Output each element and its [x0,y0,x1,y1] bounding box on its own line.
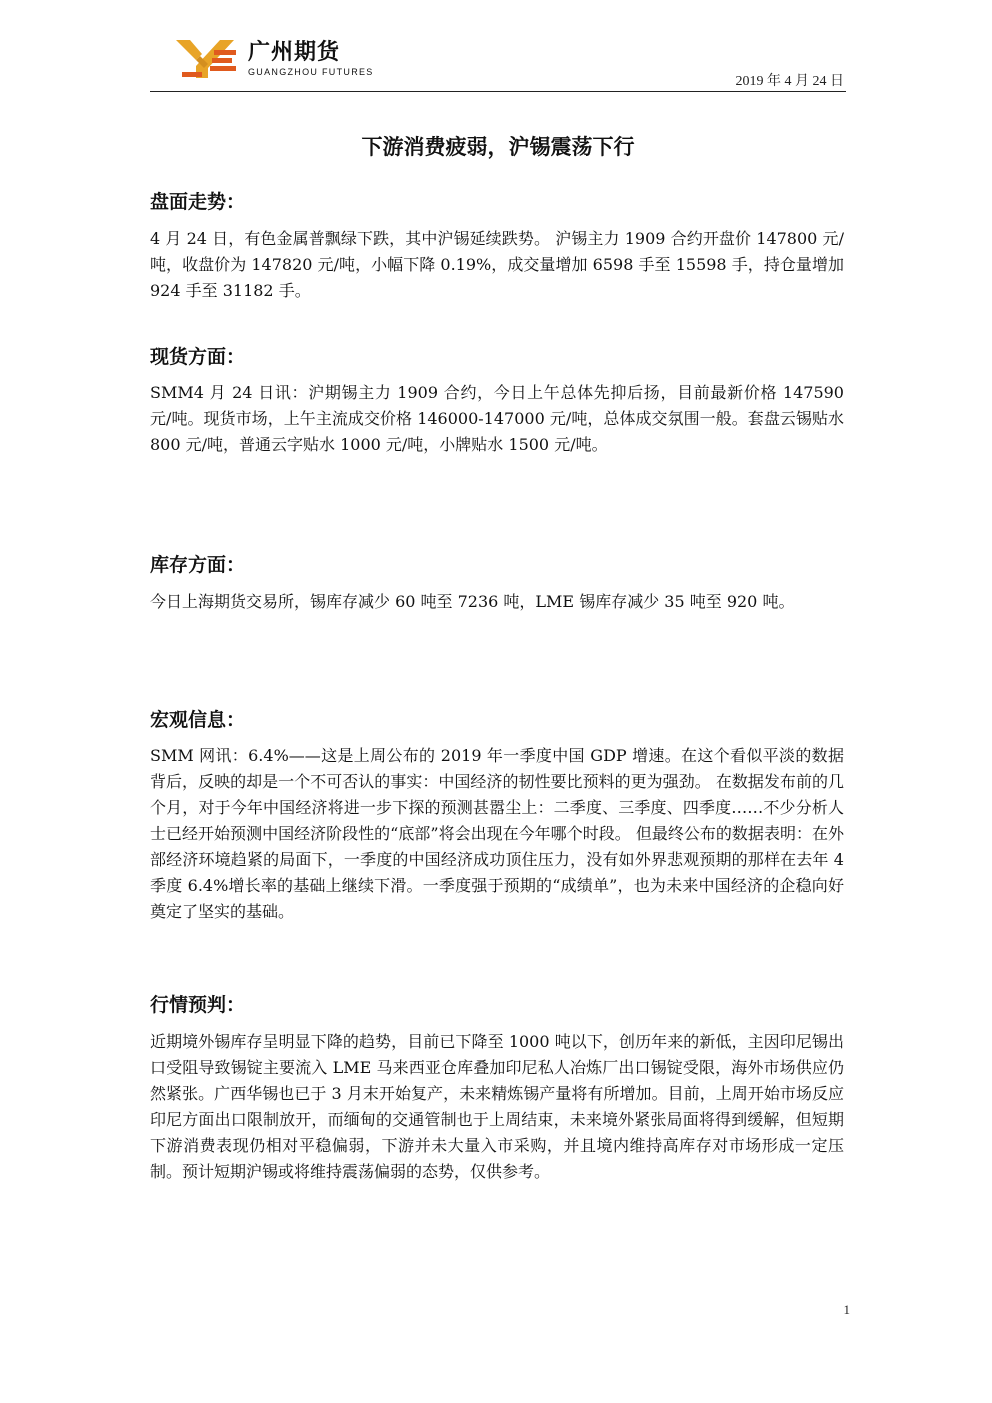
header-divider [150,91,846,92]
section-body-market-trend: 4 月 24 日，有色金属普飘绿下跌，其中沪锡延续跌势。 沪锡主力 1909 合约开盘价 147800 元/吨，收盘价为 147820 元/吨，小幅下降 0.19%，成交量增加 6598 手至 15598 手，持仓量增加 924 手至 31182 手。 [150,229,844,300]
section-body-spot: SMM4 月 24 日讯：沪期锡主力 1909 合约，今日上午总体先抑后扬，目前最新价格 147590 元/吨。现货市场，上午主流成交价格 146000-147000 元/吨，总体成交氛围一般。套盘云锡贴水 800 元/吨，普通云字贴水 1000 元/吨，小牌贴水 1500 元/吨。 [150,383,844,454]
page-number: 1 [843,1302,850,1317]
section-heading-market-trend: 盘面走势： [150,191,246,213]
section-heading-macro: 宏观信息： [150,709,246,731]
company-logo [174,38,374,80]
section-body-inventory: 今日上海期货交易所，锡库存减少 60 吨至 7236 吨，LME 锡库存减少 35 吨至 920 吨。 [150,592,795,611]
guangzhou-futures-logo-icon [174,38,238,80]
logo-chinese-text: 广州期货 [248,40,341,65]
logo-english-text: GUANGZHOU FUTURES [248,67,374,77]
section-body-outlook: 近期境外锡库存呈明显下降的趋势，目前已下降至 1000 吨以下，创历年来的新低，主因印尼锡出口受阻导致锡锭主要流入 LME 马来西亚仓库叠加印尼私人冶炼厂出口锡锭受限，海外市场供应仍然紧张。广西华锡也已于 3 月末开始复产，未来精炼锡产量将有所增加。目前，上周开始市场反应印尼方面出口限制放开，而缅甸的交通管制也于上周结束，未来境外紧张局面将得到缓解，但短期下游消费表现仍相对平稳偏弱，下游并未大量入市采购，并且境内维持高库存对市场形成一定压制。预计短期沪锡或将维持震荡偏弱的态势，仅供参考。 [150,1032,844,1181]
report-date: 2019 年 4 月 24 日 [735,74,844,89]
document-title: 下游消费疲弱，沪锡震荡下行 [361,135,635,159]
section-heading-outlook: 行情预判： [150,994,246,1016]
page-header [150,30,846,92]
section-body-macro: SMM 网讯：6.4%——这是上周公布的 2019 年一季度中国 GDP 增速。在这个看似平淡的数据背后，反映的却是一个不可否认的事实：中国经济的韧性要比预料的更为强劲。 在数据发布前的几个月，对于今年中国经济将进一步下探的预测甚嚣尘上：二季度、三季度、四季度……不少分析人士已经开始预测中国经济阶段性的“底部”将会出现在今年哪个时段。 但最终公布的数据表明：在外部经济环境趋紧的局面下，一季度的中国经济成功顶住压力，没有如外界悲观预期的那样在去年 4 季度 6.4%增长率的基础上继续下滑。一季度强于预期的“成绩单”，也为未来中国经济的企稳向好奠定了坚实的基础。 [150,746,844,921]
section-heading-spot: 现货方面： [150,346,246,368]
section-heading-inventory: 库存方面： [150,554,246,576]
